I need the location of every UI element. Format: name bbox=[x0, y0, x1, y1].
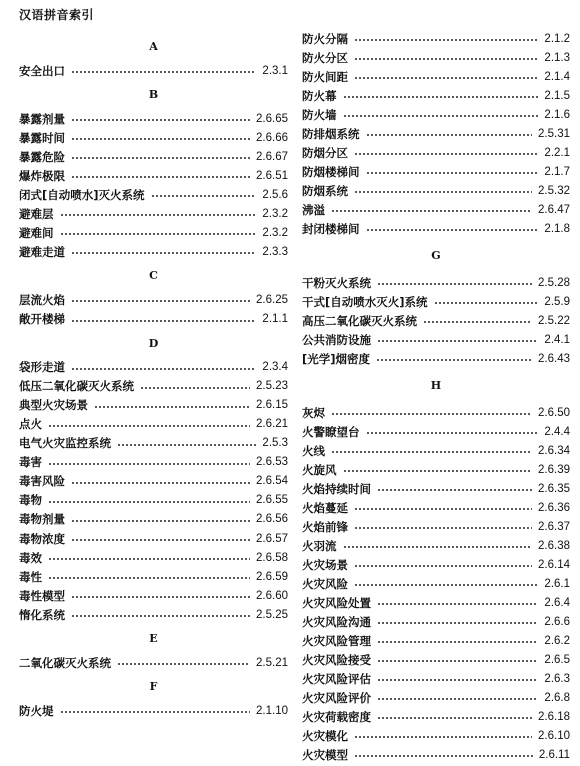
index-term: 火警瞭望台 bbox=[302, 424, 360, 439]
clause-reference: 2.6.10 bbox=[538, 729, 570, 742]
dot-leader bbox=[151, 195, 257, 197]
section-letter-heading: F bbox=[149, 680, 158, 694]
index-entry bbox=[19, 205, 288, 223]
index-term: 毒害 bbox=[19, 455, 42, 470]
index-entry bbox=[19, 310, 288, 328]
index-term: 灰烬 bbox=[302, 405, 325, 420]
clause-reference: 2.6.34 bbox=[538, 444, 570, 457]
index-entry bbox=[302, 746, 570, 764]
dot-leader bbox=[377, 660, 538, 662]
clause-reference: 2.6.51 bbox=[256, 169, 288, 182]
index-entry bbox=[302, 182, 570, 200]
index-entry bbox=[302, 613, 570, 631]
dot-leader bbox=[71, 596, 250, 598]
section-letter-heading: B bbox=[148, 88, 159, 102]
section-letter-heading: D bbox=[148, 336, 159, 350]
index-term: 防排烟系统 bbox=[302, 126, 360, 141]
index-entry bbox=[19, 110, 288, 128]
clause-reference: 2.3.2 bbox=[262, 226, 288, 239]
clause-reference: 2.1.8 bbox=[544, 222, 570, 235]
clause-reference: 2.6.8 bbox=[544, 691, 570, 704]
dot-leader bbox=[71, 368, 256, 370]
clause-reference: 2.1.7 bbox=[544, 165, 570, 178]
clause-reference: 2.6.58 bbox=[256, 551, 288, 564]
dot-leader bbox=[71, 539, 250, 541]
dot-leader bbox=[71, 482, 250, 484]
dot-leader bbox=[377, 340, 538, 342]
index-entry bbox=[19, 549, 288, 567]
index-entry bbox=[302, 480, 570, 498]
index-term: 毒害风险 bbox=[19, 474, 65, 489]
index-term: 低压二氧化碳灭火系统 bbox=[19, 379, 134, 394]
clause-reference: 2.6.55 bbox=[256, 494, 288, 507]
dot-leader bbox=[60, 233, 257, 235]
clause-reference: 2.6.43 bbox=[538, 352, 570, 365]
clause-reference: 2.5.21 bbox=[256, 656, 288, 669]
index-term: 火灾风险评估 bbox=[302, 671, 371, 686]
section-letter-heading: A bbox=[149, 40, 158, 53]
index-entry bbox=[19, 291, 288, 309]
dot-leader bbox=[354, 584, 538, 586]
dot-leader bbox=[366, 134, 533, 136]
index-term: 火羽流 bbox=[302, 538, 337, 553]
index-term: 毒性模型 bbox=[19, 588, 65, 603]
index-entry bbox=[19, 606, 288, 624]
clause-reference: 2.6.65 bbox=[256, 112, 288, 125]
index-entry bbox=[302, 499, 570, 517]
index-entry bbox=[302, 331, 570, 349]
index-term: 火灾风险管理 bbox=[302, 633, 371, 648]
section-letter-heading: G bbox=[431, 249, 441, 262]
clause-reference: 2.2.1 bbox=[544, 146, 570, 159]
index-entry bbox=[19, 148, 288, 166]
index-entry bbox=[302, 423, 570, 441]
index-term: 爆炸极限 bbox=[19, 168, 65, 183]
index-term: 火灾模型 bbox=[302, 747, 348, 762]
index-entry bbox=[19, 243, 288, 261]
dot-leader bbox=[354, 39, 538, 41]
index-entry bbox=[302, 575, 570, 593]
clause-reference: 2.6.3 bbox=[544, 672, 570, 685]
index-entry bbox=[302, 632, 570, 650]
index-term: 点火 bbox=[19, 417, 42, 432]
index-term: 火焰持续时间 bbox=[302, 481, 371, 496]
index-entry bbox=[19, 568, 288, 586]
index-term: 毒效 bbox=[19, 550, 42, 565]
index-entry bbox=[19, 224, 288, 242]
index-term: 层流火焰 bbox=[19, 292, 65, 307]
index-entry bbox=[302, 442, 570, 460]
index-entry bbox=[19, 510, 288, 528]
index-term: 火线 bbox=[302, 443, 325, 458]
clause-reference: 2.4.4 bbox=[544, 425, 570, 438]
dot-leader bbox=[71, 300, 250, 302]
dot-leader bbox=[331, 210, 532, 212]
dot-leader bbox=[60, 711, 251, 713]
dot-leader bbox=[331, 451, 532, 453]
clause-reference: 2.6.4 bbox=[544, 596, 570, 609]
dot-leader bbox=[354, 58, 538, 60]
index-term: 防火幕 bbox=[302, 88, 337, 103]
index-entry bbox=[302, 293, 570, 311]
index-term: 避难走道 bbox=[19, 244, 65, 259]
clause-reference: 2.5.32 bbox=[538, 184, 570, 197]
index-term: 避难层 bbox=[19, 206, 54, 221]
index-entry bbox=[19, 396, 288, 414]
index-term: 火焰蔓延 bbox=[302, 500, 348, 515]
clause-reference: 2.6.21 bbox=[256, 418, 288, 431]
index-entry bbox=[302, 537, 570, 555]
index-entry bbox=[19, 702, 288, 720]
index-term: [光学]烟密度 bbox=[302, 351, 371, 366]
dot-leader bbox=[117, 444, 256, 446]
clause-reference: 2.1.10 bbox=[256, 704, 288, 717]
clause-reference: 2.5.22 bbox=[538, 314, 570, 327]
index-entry bbox=[19, 167, 288, 185]
index-entry bbox=[302, 594, 570, 612]
index-entry bbox=[19, 453, 288, 471]
index-entry bbox=[302, 404, 570, 422]
index-entry bbox=[19, 654, 288, 672]
clause-reference: 2.6.37 bbox=[538, 520, 570, 533]
dot-leader bbox=[354, 153, 538, 155]
dot-leader bbox=[94, 406, 250, 408]
dot-leader bbox=[343, 96, 539, 98]
clause-reference: 2.6.38 bbox=[538, 539, 570, 552]
clause-reference: 2.6.18 bbox=[538, 710, 570, 723]
index-entry bbox=[302, 49, 570, 67]
index-term: 防火分区 bbox=[302, 50, 348, 65]
index-term: 毒物剂量 bbox=[19, 512, 65, 527]
index-term: 毒物 bbox=[19, 493, 42, 508]
dot-leader bbox=[343, 470, 533, 472]
dot-leader bbox=[331, 413, 532, 415]
dot-leader bbox=[71, 119, 250, 121]
clause-reference: 2.6.39 bbox=[538, 463, 570, 476]
index-entry bbox=[19, 587, 288, 605]
clause-reference: 2.3.2 bbox=[262, 207, 288, 220]
dot-leader bbox=[377, 698, 538, 700]
index-term: 暴露危险 bbox=[19, 149, 65, 164]
clause-reference: 2.3.1 bbox=[262, 64, 288, 77]
index-term: 火灾风险评价 bbox=[302, 690, 371, 705]
clause-reference: 2.6.50 bbox=[538, 406, 570, 419]
dot-leader bbox=[354, 191, 532, 193]
index-term: 火灾模化 bbox=[302, 728, 348, 743]
dot-leader bbox=[343, 115, 539, 117]
section-letter-heading: H bbox=[430, 379, 442, 392]
index-term: 敞开楼梯 bbox=[19, 312, 65, 327]
index-term: 公共消防设施 bbox=[302, 332, 371, 347]
index-entry bbox=[302, 220, 570, 238]
index-entry bbox=[19, 358, 288, 376]
dot-leader bbox=[48, 463, 250, 465]
clause-reference: 2.6.60 bbox=[256, 589, 288, 602]
clause-reference: 2.6.6 bbox=[544, 615, 570, 628]
dot-leader bbox=[354, 565, 532, 567]
index-term: 防火间距 bbox=[302, 69, 348, 84]
clause-reference: 2.1.6 bbox=[544, 108, 570, 121]
index-term: 避难间 bbox=[19, 225, 54, 240]
index-term: 火灾风险沟通 bbox=[302, 614, 371, 629]
clause-reference: 2.3.3 bbox=[262, 245, 288, 258]
clause-reference: 2.4.1 bbox=[544, 333, 570, 346]
index-entry bbox=[302, 144, 570, 162]
dot-leader bbox=[377, 489, 532, 491]
dot-leader bbox=[376, 359, 532, 361]
index-term: 毒性 bbox=[19, 569, 42, 584]
dot-leader bbox=[140, 387, 250, 389]
index-entry bbox=[302, 274, 570, 292]
dot-leader bbox=[71, 252, 256, 254]
index-term: 火灾场景 bbox=[302, 557, 348, 572]
dot-leader bbox=[377, 641, 538, 643]
index-entry bbox=[302, 689, 570, 707]
index-entry bbox=[19, 491, 288, 509]
index-entry bbox=[302, 201, 570, 219]
index-term: 火灾荷载密度 bbox=[302, 709, 371, 724]
clause-reference: 2.5.31 bbox=[538, 127, 570, 140]
index-entry bbox=[302, 87, 570, 105]
clause-reference: 2.6.66 bbox=[256, 131, 288, 144]
index-entry bbox=[19, 530, 288, 548]
index-entry bbox=[19, 62, 288, 80]
dot-leader bbox=[48, 558, 250, 560]
dot-leader bbox=[71, 615, 250, 617]
index-entry bbox=[19, 472, 288, 490]
dot-leader bbox=[377, 622, 538, 624]
dot-leader bbox=[48, 577, 250, 579]
dot-leader bbox=[366, 229, 539, 231]
clause-reference: 2.6.67 bbox=[256, 150, 288, 163]
index-entry bbox=[19, 434, 288, 452]
dot-leader bbox=[434, 302, 539, 304]
index-entry bbox=[19, 129, 288, 147]
index-term: 封闭楼梯间 bbox=[302, 221, 360, 236]
clause-reference: 2.5.6 bbox=[262, 188, 288, 201]
clause-reference: 2.1.1 bbox=[262, 313, 288, 326]
dot-leader bbox=[366, 172, 539, 174]
dot-leader bbox=[354, 77, 538, 79]
dot-leader bbox=[354, 755, 533, 757]
page-title: 汉语拼音索引 bbox=[19, 8, 95, 22]
index-term: 火焰前锋 bbox=[302, 519, 348, 534]
index-term: 毒物浓度 bbox=[19, 531, 65, 546]
index-term: 惰化系统 bbox=[19, 607, 65, 622]
index-entry bbox=[302, 556, 570, 574]
clause-reference: 2.6.1 bbox=[544, 577, 570, 590]
index-term: 沸溢 bbox=[302, 202, 325, 217]
dot-leader bbox=[71, 320, 256, 322]
index-term: 干式[自动喷水灭火]系统 bbox=[302, 294, 428, 309]
index-term: 火旋风 bbox=[302, 462, 337, 477]
dot-leader bbox=[377, 283, 532, 285]
clause-reference: 2.6.35 bbox=[538, 482, 570, 495]
index-term: 安全出口 bbox=[19, 63, 65, 78]
index-term: 防烟楼梯间 bbox=[302, 164, 360, 179]
dot-leader bbox=[48, 425, 250, 427]
index-entry bbox=[302, 461, 570, 479]
section-letter-heading: C bbox=[149, 269, 158, 283]
index-term: 高压二氧化碳灭火系统 bbox=[302, 313, 417, 328]
clause-reference: 2.6.53 bbox=[256, 456, 288, 469]
dot-leader bbox=[71, 157, 250, 159]
index-term: 火灾风险接受 bbox=[302, 652, 371, 667]
index-entry bbox=[302, 68, 570, 86]
clause-reference: 2.6.56 bbox=[256, 513, 288, 526]
clause-reference: 2.1.3 bbox=[544, 51, 570, 64]
index-entry bbox=[302, 125, 570, 143]
index-term: 防火分隔 bbox=[302, 31, 348, 46]
index-entry bbox=[302, 727, 570, 745]
index-term: 电气火灾监控系统 bbox=[19, 436, 111, 451]
clause-reference: 2.3.4 bbox=[262, 361, 288, 374]
dot-leader bbox=[71, 71, 256, 73]
clause-reference: 2.6.47 bbox=[538, 203, 570, 216]
clause-reference: 2.1.2 bbox=[544, 32, 570, 45]
clause-reference: 2.1.4 bbox=[544, 70, 570, 83]
index-entry bbox=[302, 708, 570, 726]
index-term: 火灾风险 bbox=[302, 576, 348, 591]
index-entry bbox=[302, 350, 570, 368]
clause-reference: 2.6.11 bbox=[538, 748, 570, 761]
index-entry bbox=[19, 415, 288, 433]
section-letter-heading: E bbox=[149, 632, 158, 646]
dot-leader bbox=[423, 321, 532, 323]
index-term: 防烟系统 bbox=[302, 183, 348, 198]
clause-reference: 2.6.36 bbox=[538, 501, 570, 514]
clause-reference: 2.6.59 bbox=[256, 570, 288, 583]
dot-leader bbox=[48, 501, 250, 503]
index-entry bbox=[302, 163, 570, 181]
index-term: 干粉灭火系统 bbox=[302, 275, 371, 290]
dot-leader bbox=[71, 176, 250, 178]
index-term: 暴露剂量 bbox=[19, 111, 65, 126]
dot-leader bbox=[377, 717, 532, 719]
clause-reference: 2.6.15 bbox=[256, 399, 288, 412]
clause-reference: 2.5.28 bbox=[538, 276, 570, 289]
clause-reference: 2.5.23 bbox=[256, 380, 288, 393]
index-term: 防火墙 bbox=[302, 107, 337, 122]
dot-leader bbox=[354, 736, 532, 738]
index-entry bbox=[302, 670, 570, 688]
dot-leader bbox=[60, 214, 257, 216]
index-entry bbox=[302, 30, 570, 48]
dot-leader bbox=[354, 508, 532, 510]
clause-reference: 2.1.5 bbox=[544, 89, 570, 102]
index-term: 防烟分区 bbox=[302, 145, 348, 160]
index-entry bbox=[302, 312, 570, 330]
dot-leader bbox=[71, 138, 250, 140]
index-entry bbox=[302, 106, 570, 124]
index-term: 二氧化碳灭火系统 bbox=[19, 655, 111, 670]
index-term: 火灾风险处置 bbox=[302, 595, 371, 610]
index-entry bbox=[19, 186, 288, 204]
clause-reference: 2.6.54 bbox=[256, 475, 288, 488]
clause-reference: 2.5.25 bbox=[256, 608, 288, 621]
clause-reference: 2.6.2 bbox=[544, 634, 570, 647]
clause-reference: 2.5.9 bbox=[544, 295, 570, 308]
clause-reference: 2.6.5 bbox=[544, 653, 570, 666]
index-entry bbox=[302, 651, 570, 669]
index-term: 暴露时间 bbox=[19, 130, 65, 145]
clause-reference: 2.6.57 bbox=[256, 532, 288, 545]
clause-reference: 2.6.25 bbox=[256, 293, 288, 306]
clause-reference: 2.6.14 bbox=[538, 558, 570, 571]
index-term: 袋形走道 bbox=[19, 360, 65, 375]
dot-leader bbox=[377, 679, 538, 681]
dot-leader bbox=[71, 520, 250, 522]
dot-leader bbox=[366, 432, 539, 434]
dot-leader bbox=[117, 663, 250, 665]
index-term: 防火堤 bbox=[19, 703, 54, 718]
dot-leader bbox=[343, 546, 533, 548]
index-entry bbox=[302, 518, 570, 536]
dot-leader bbox=[354, 527, 532, 529]
clause-reference: 2.5.3 bbox=[262, 437, 288, 450]
index-entry bbox=[19, 377, 288, 395]
index-term: 闭式[自动喷水]灭火系统 bbox=[19, 187, 145, 202]
dot-leader bbox=[377, 603, 538, 605]
index-term: 典型火灾场景 bbox=[19, 398, 88, 413]
